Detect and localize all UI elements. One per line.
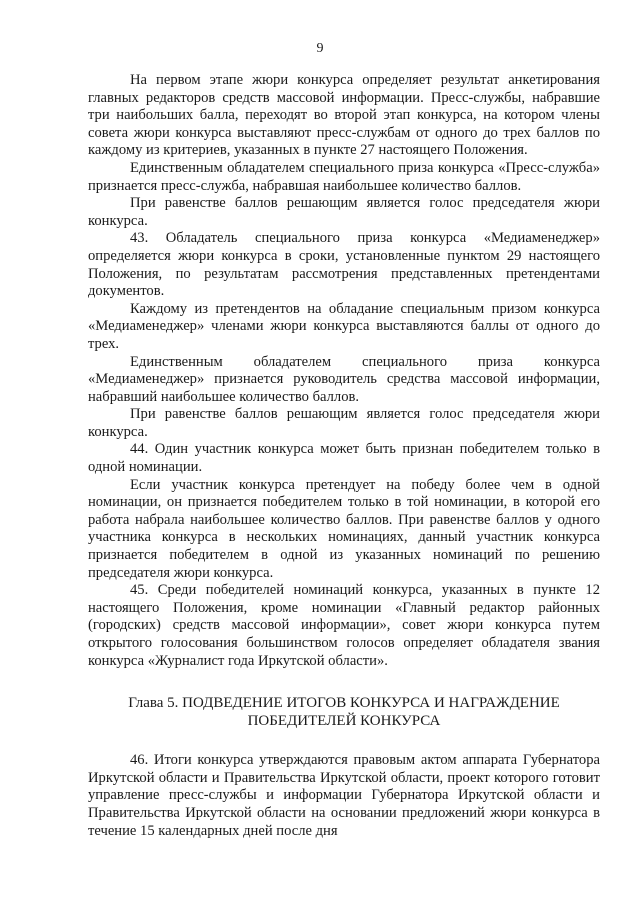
paragraph-multiple-nominations: Если участник конкурса претендует на победу более чем в одной номинации, он признается победителем только в той номинации, в которой его работа набрала наибольшее количество баллов. При равенстве баллов у одного участника конкурса в нескольких номинациях, данный участник конкурса признается победителем в одной из указанных номинаций по решению председателя жюри конкурса. bbox=[88, 476, 600, 581]
paragraph-media-manager-points: Каждому из претендентов на обладание специальным призом конкурса «Медиаменеджер» членами жюри конкурса выставляются баллы от одного до трех. bbox=[88, 300, 600, 352]
chapter-title-line2: ПОБЕДИТЕЛЕЙ КОНКУРСА bbox=[247, 713, 441, 730]
paragraph-43: 43. Обладатель специального приза конкурса «Медиаменеджер» определяется жюри конкурса в сроки, установленные пунктом 29 настоящего Положения, по результатам рассмотрения представленных претендентами документов. bbox=[88, 230, 600, 300]
paragraph-45: 45. Среди победителей номинаций конкурса, указанных в пункте 12 настоящего Положения, кроме номинации «Главный редактор районных (городских) средств массовой информации», совет жюри конкурса путем открытого голосования большинством голосов определяет обладателя звания конкурса «Журналист года Иркутской области». bbox=[88, 582, 600, 669]
paragraph-media-manager-winner: Единственным обладателем специального приза конкурса «Медиаменеджер» признается руководитель средства массовой информации, набравший наибольшее количество баллов. bbox=[88, 353, 600, 405]
chapter-heading bbox=[88, 694, 600, 730]
paragraph-46: 46. Итоги конкурса утверждаются правовым актом аппарата Губернатора Иркутской области и Правительства Иркутской области, проект которого готовит управление пресс-службы и информации Губернатора Иркутской области и Правительства Иркутской области на основании предложений жюри конкурса в течение 15 календарных дней после дня bbox=[88, 752, 600, 839]
paragraph-tie-rule-2: При равенстве баллов решающим является голос председателя жюри конкурса. bbox=[88, 406, 600, 440]
document-body bbox=[88, 72, 600, 840]
paragraph-first-stage: На первом этапе жюри конкурса определяет результат анкетирования главных редакторов средств массовой информации. Пресс-службы, набравшие три наибольших балла, переходят во второй этап конкурса, на котором члены совета жюри конкурса выставляют пресс-службам от одного до трех баллов по каждому из критериев, указанных в пункте 27 настоящего Положения. bbox=[88, 72, 600, 159]
paragraph-44: 44. Один участник конкурса может быть признан победителем только в одной номинации. bbox=[88, 441, 600, 476]
paragraph-press-service-winner: Единственным обладателем специального приза конкурса «Пресс-служба» признается пресс-служба, набравшая наибольшее количество баллов. bbox=[88, 159, 600, 194]
chapter-title-line1: Глава 5. ПОДВЕДЕНИЕ ИТОГОВ КОНКУРСА И НАГРАЖДЕНИЕ bbox=[128, 695, 560, 712]
paragraph-tie-rule-1: При равенстве баллов решающим является голос председателя жюри конкурса. bbox=[88, 195, 600, 229]
page-number: 9 bbox=[316, 41, 324, 56]
